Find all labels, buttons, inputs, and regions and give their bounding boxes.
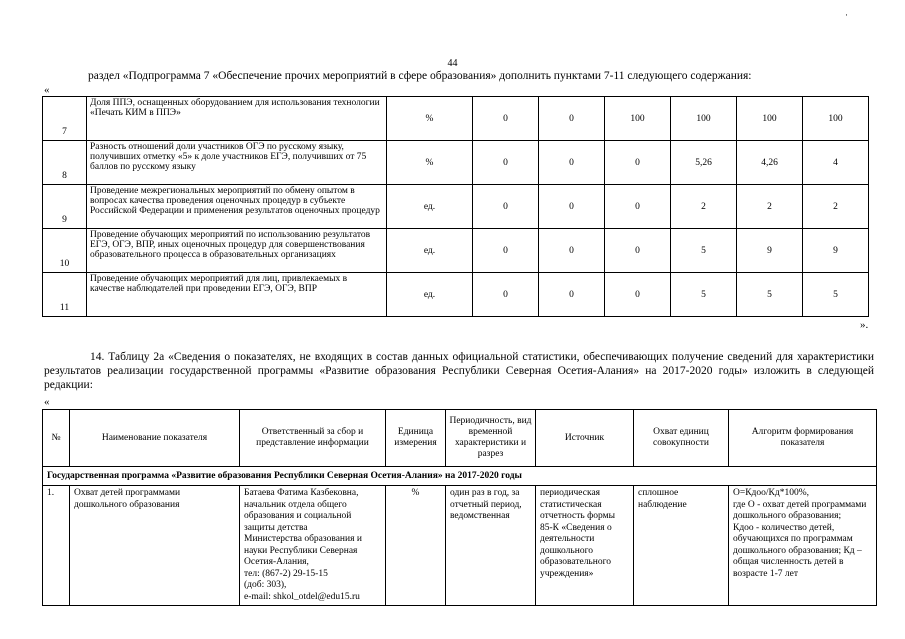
row-v2-cell: 0 — [539, 141, 605, 185]
table-row — [43, 273, 869, 317]
row-num-cell: 10 — [43, 229, 87, 273]
row1-responsible: Батаева Фатима Казбековна, начальник отдела общего образования и социальной защиты детства Министерства образования и науки Республики Северная Осетия-Алания, тел: (867-2) 29-15-15 (доб: 303), e-mail: shkol_otdel@edu15.ru — [240, 486, 386, 606]
indicators-table-2a — [42, 409, 877, 606]
row-num-cell: 9 — [43, 185, 87, 229]
open-quote-2: « — [44, 396, 50, 408]
row-v6-cell: 5 — [803, 273, 869, 317]
row-v1-cell: 0 — [473, 185, 539, 229]
row1-algorithm: О=Кдоо/Кд*100%, где О - охват детей программами дошкольного образования; Кдоо - количество детей, обучающихся по программам дошкольного образования; Кд – общая численность детей в возрасте 1-7 лет — [729, 486, 877, 606]
row-v4-cell: 5 — [671, 229, 737, 273]
row-v1-cell: 0 — [473, 141, 539, 185]
header-row — [43, 410, 877, 467]
row-desc-cell: Проведение обучающих мероприятий для лиц, привлекаемых в качестве наблюдателей при проведении ЕГЭ, ОГЭ, ВПР — [87, 273, 387, 317]
row-desc-cell: Проведение межрегиональных мероприятий по обмену опытом в вопросах качества проведения оценочных процедур в субъекте Российской Федерации и применения результатов оценочных процедур — [87, 185, 387, 229]
table-row — [43, 97, 869, 141]
row-v4-cell: 2 — [671, 185, 737, 229]
section-row — [43, 467, 877, 486]
row-v4-cell: 5 — [671, 273, 737, 317]
row1-name: Охват детей программами дошкольного образования — [70, 486, 240, 606]
row-v5-cell: 100 — [737, 97, 803, 141]
row-v5-cell: 4,26 — [737, 141, 803, 185]
row-v5-cell: 2 — [737, 185, 803, 229]
row-unit-cell: % — [387, 141, 473, 185]
row-v5-cell: 5 — [737, 273, 803, 317]
row-v6-cell: 100 — [803, 97, 869, 141]
close-quote-1: ». — [860, 319, 869, 331]
row-v3-cell: 100 — [605, 97, 671, 141]
row1-periodicity: один раз в год, за отчетный период, ведомственная — [446, 486, 536, 606]
row-desc-cell: Проведение обучающих мероприятий по использованию результатов ЕГЭ, ОГЭ, ВПР, иных оценочных процедур для совершенствования образовательного процесса в образовательных организациях — [87, 229, 387, 273]
row1-num: 1. — [43, 486, 70, 606]
indicators-table — [42, 96, 869, 317]
header-algorithm: Алгоритм формирования показателя — [729, 410, 877, 467]
section-title: Государственная программа «Развитие образования Республики Северная Осетия-Алания» на 2017-2020 годы — [43, 467, 877, 486]
row-num-cell: 7 — [43, 97, 87, 141]
amendment-text: 14. Таблицу 2а «Сведения о показателях, не входящих в состав данных официальной статистики, обеспечивающих получение сведений для характеристики результатов реализации государственной программы «Развитие образования Республики Северная Осетия-Алания» на 2017-2020 годы» изложить в следующей редакции: — [44, 351, 874, 391]
header-unit: Единица измерения — [386, 410, 446, 467]
open-quote-1: « — [44, 84, 50, 96]
table-row — [43, 486, 877, 606]
row-v2-cell: 0 — [539, 185, 605, 229]
header-coverage: Охват единиц совокупности — [634, 410, 729, 467]
row-v2-cell: 0 — [539, 229, 605, 273]
row-v3-cell: 0 — [605, 141, 671, 185]
row-v2-cell: 0 — [539, 273, 605, 317]
row-v3-cell: 0 — [605, 229, 671, 273]
row-desc-cell: Разность отношений доли участников ОГЭ по русскому языку, получивших отметку «5» к доле участников ЕГЭ, получивших от 75 баллов по русскому языку — [87, 141, 387, 185]
row-v3-cell: 0 — [605, 185, 671, 229]
row-num-cell: 8 — [43, 141, 87, 185]
row-desc-cell: Доля ППЭ, оснащенных оборудованием для использования технологии «Печать КИМ в ППЭ» — [87, 97, 387, 141]
row-unit-cell: ед. — [387, 185, 473, 229]
row-unit-cell: % — [387, 97, 473, 141]
row1-coverage: сплошное наблюдение — [634, 486, 729, 606]
table-row — [43, 185, 869, 229]
row-v4-cell: 5,26 — [671, 141, 737, 185]
row-v6-cell: 9 — [803, 229, 869, 273]
header-num: № — [43, 410, 70, 467]
row-unit-cell: ед. — [387, 273, 473, 317]
row1-unit: % — [386, 486, 446, 606]
row-v1-cell: 0 — [473, 273, 539, 317]
table-row — [43, 229, 869, 273]
amendment-paragraph — [44, 350, 874, 392]
header-responsible: Ответственный за сбор и представление информации — [240, 410, 386, 467]
row-v1-cell: 0 — [473, 229, 539, 273]
table-row — [43, 141, 869, 185]
header-source: Источник — [536, 410, 634, 467]
page-number: 44 — [447, 58, 458, 69]
row-v2-cell: 0 — [539, 97, 605, 141]
intro-text: раздел «Подпрограмма 7 «Обеспечение прочих мероприятий в сфере образования» дополнить пунктами 7-11 следующего содержания: — [88, 70, 752, 82]
row-v1-cell: 0 — [473, 97, 539, 141]
row-v5-cell: 9 — [737, 229, 803, 273]
row-v4-cell: 100 — [671, 97, 737, 141]
row-v6-cell: 4 — [803, 141, 869, 185]
row-unit-cell: ед. — [387, 229, 473, 273]
corner-mark: · — [845, 10, 848, 20]
header-name: Наименование показателя — [70, 410, 240, 467]
row-v3-cell: 0 — [605, 273, 671, 317]
row-num-cell: 11 — [43, 273, 87, 317]
header-periodicity: Периодичность, вид временной характеристики и разрез — [446, 410, 536, 467]
row1-source: периодическая статистическая отчетность формы 85-К «Сведения о деятельности дошкольного образовательного учреждения» — [536, 486, 634, 606]
row-v6-cell: 2 — [803, 185, 869, 229]
